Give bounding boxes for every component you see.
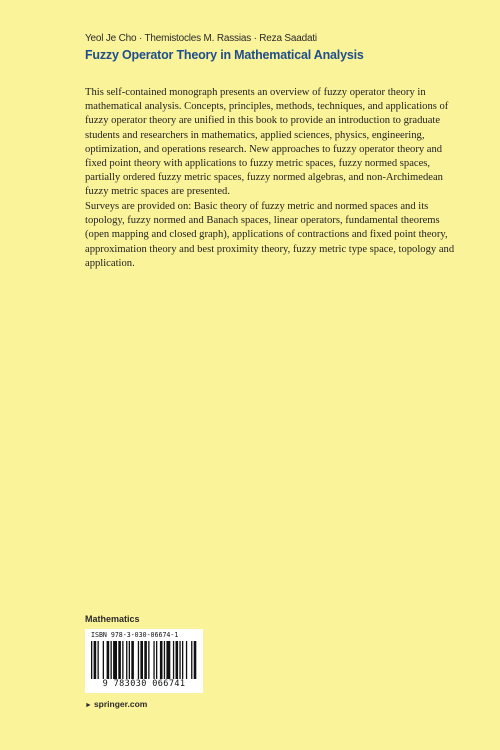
arrow-icon: ► [85, 702, 92, 709]
isbn-barcode [85, 629, 203, 693]
barcode-bar [140, 641, 143, 679]
barcode-bar [194, 641, 197, 679]
barcode-bar [103, 641, 104, 679]
barcode-bar [173, 641, 174, 679]
subject-category: Mathematics [85, 614, 140, 624]
barcode-bar [91, 641, 92, 679]
publisher-link[interactable] [85, 699, 147, 709]
barcode-bar [113, 641, 117, 679]
author-list: Yeol Je Cho · Themistocles M. Rassias · Reza Saadati [85, 33, 317, 44]
barcode-bar [138, 641, 139, 679]
barcode-bar [118, 641, 121, 679]
barcode-bar [160, 641, 163, 679]
barcode-bar [166, 641, 170, 679]
barcode-bar [182, 641, 183, 679]
barcode-bar [156, 641, 157, 679]
barcode-bar [186, 641, 187, 679]
barcode-bars [91, 641, 197, 679]
description-paragraph-1: This self-contained monograph presents an overview of fuzzy operator theory in mathematical analysis. Concepts, principles, methods, techniques, and applications of fuzzy operator theory are unified in this book to provide an introduction to graduate students and researchers in mathematics, applied sciences, physics, engineering, optimization, and operations research. New approaches to fuzzy operator theory and fixed point theory with applications to fuzzy metric spaces, fuzzy normed spaces, partially ordered fuzzy metric spaces, fuzzy normed algebras, and non-Archimedean fuzzy metric spaces are presented. [85, 87, 449, 198]
barcode-bar [164, 641, 165, 679]
barcode-bar [94, 641, 97, 679]
publisher-url: springer.com [93, 699, 148, 709]
barcode-bar [131, 641, 134, 679]
barcode-bar [148, 641, 149, 679]
barcode-bar [107, 641, 110, 679]
barcode-bar [191, 641, 192, 679]
barcode-bar [126, 641, 127, 679]
barcode-bar [98, 641, 99, 679]
book-title: Fuzzy Operator Theory in Mathematical Analysis [85, 48, 364, 62]
barcode-digits: 9 783030 066741 [102, 679, 186, 689]
barcode-bar [144, 641, 147, 679]
barcode-bar [122, 641, 123, 679]
barcode-bar [129, 641, 130, 679]
barcode-bar [153, 641, 154, 679]
isbn-label: ISBN 978-3-030-06674-1 [91, 631, 179, 639]
barcode-bar [179, 641, 180, 679]
barcode-bar [176, 641, 179, 679]
description-paragraph-2: Surveys are provided on: Basic theory of fuzzy metric and normed spaces and its topology, fuzzy normed and Banach spaces, linear operators, fundamental theorems (open mapping and closed graph), applications of contractions and fixed point theory, approximation theory and best proximity theory, fuzzy metric type space, topology and application. [85, 201, 455, 269]
barcode-bar [111, 641, 112, 679]
